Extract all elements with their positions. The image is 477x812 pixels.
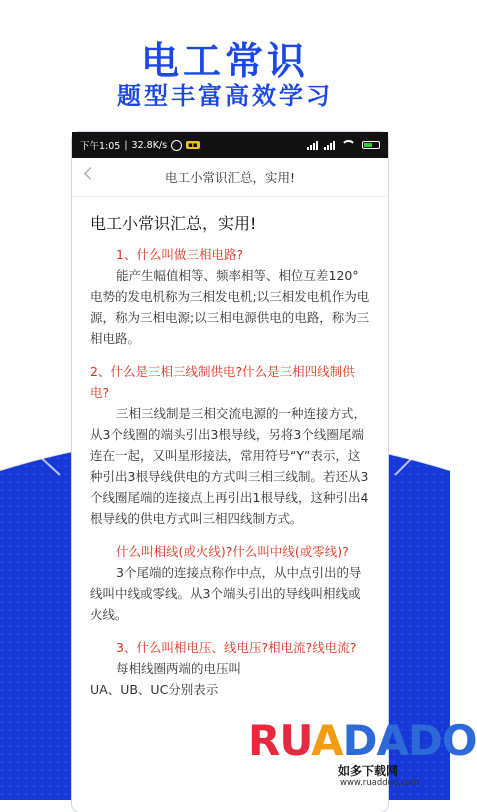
section-heading: 1、什么叫做三相电路? [116,247,244,262]
logo-text-c: DADO [342,716,477,765]
logo-text-a: RU [248,716,312,765]
network-speed: 32.8K/s [131,139,168,151]
status-time: 下午1:05 [80,141,121,152]
status-bar: 下午1:05 | 32.8K/s ▪▪ [72,132,388,158]
phone-screenshot [72,132,388,812]
section-heading: 什么叫相线(或火线)?什么叫中线(或零线)? [116,544,349,559]
promo-subtitle: 题型丰富高效学习 [117,82,333,110]
section-body: 3个尾端的连接点称作中点，从中点引出的导线叫中线或零线。从3个端头引出的导线叫相线或火线。 [90,565,362,622]
section-heading: 2、什么是三相三线制供电?什么是三相四线制供电? [90,364,355,400]
watermark-logo [248,716,477,800]
signal-icon-2 [324,141,335,150]
nav-title: 电工小常识汇总，实用! [164,170,295,185]
article-content [72,211,388,700]
nav-bar [72,158,388,197]
article-title: 电工小常识汇总，实用! [90,214,257,233]
section-body: 每相线圈两端的电压叫 [116,661,242,676]
section-heading: 3、什么叫相电压、线电压?相电流?线电流? [116,640,357,655]
logo-tagline: 如多下载网 [338,764,399,778]
section-body: 三相三线制是三相交流电源的一种连接方式，从3个线圈的端头引出3根导线，另将3个线圈尾端连在一起，又叫星形接法，常用符号“Y”表示，这种引出3根导线供电的方式叫三相三线制。若还从3个线圈尾端的连接点上再引出1根导线，这种引出4根导线的供电方式叫三相四线制方式。 [90,406,369,526]
wifi-icon [341,140,356,150]
logo-url: www.ruadduo.com [340,778,419,788]
logo-text-b: A [311,716,343,765]
alarm-icon [171,140,182,151]
section-body: 能产生幅值相等、频率相等、相位互差120°电势的发电机称为三相发电机;以三相发电机作为电源，称为三相电源;以三相电源供电的电路，称为三相电路。 [90,268,370,346]
section-body-continued: UA、UB、UC分别表示 [90,682,219,697]
signal-icon [307,141,318,150]
battery-icon [362,141,380,149]
promo-title: 电工常识 [140,39,309,83]
app-notification-icon: ▪▪ [188,141,198,149]
